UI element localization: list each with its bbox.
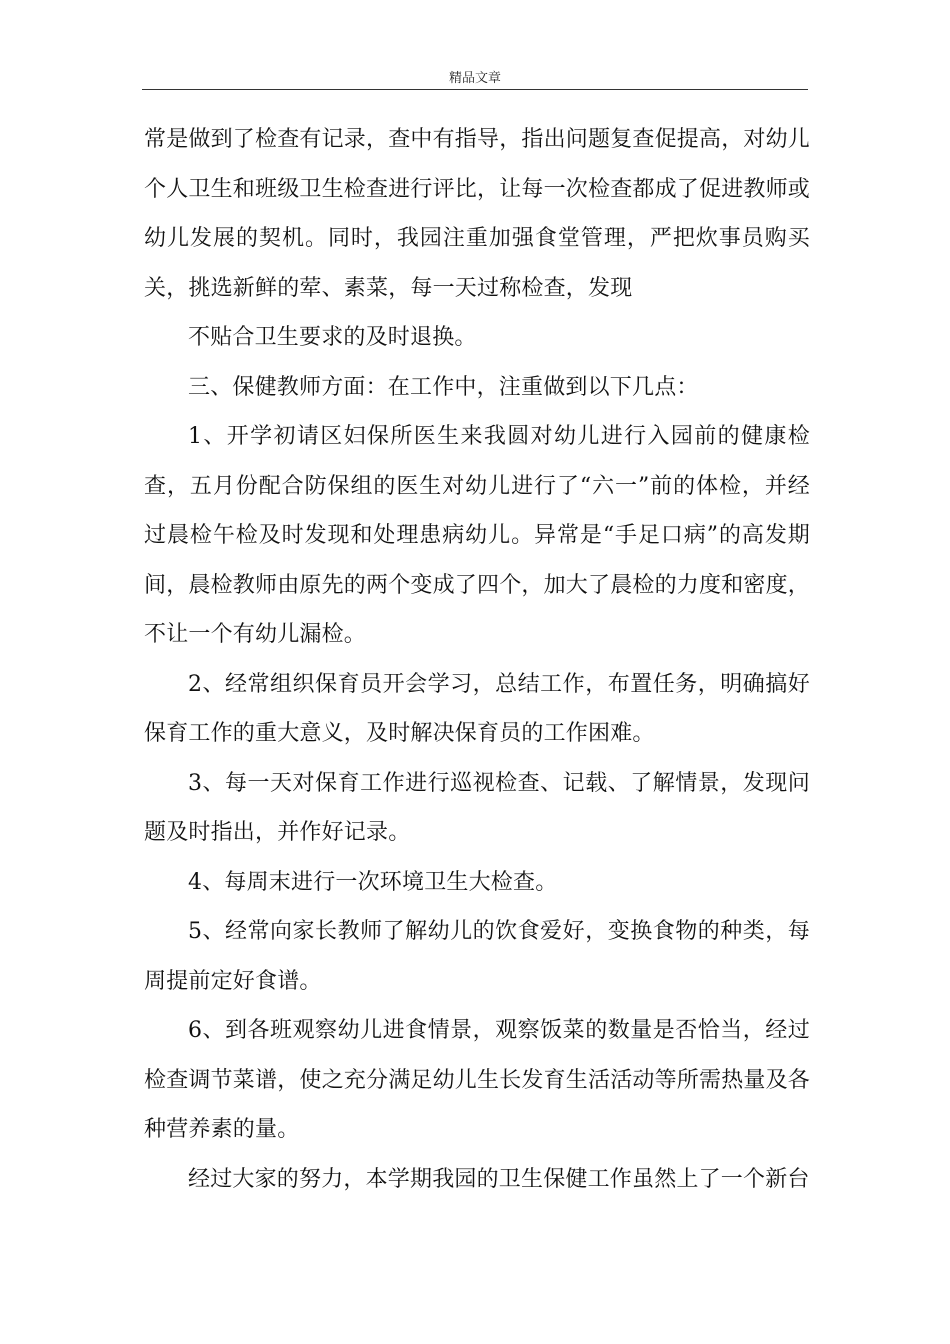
page-header: 精品文章 xyxy=(448,71,501,86)
list-item-4: 4、每周末进行一次环境卫生大检查。 xyxy=(188,869,558,895)
list-item-3: 3、每一天对保育工作进行巡视检查、记载、了解情景，发现问题及时指出，并作好记录。 xyxy=(144,770,810,845)
document-body xyxy=(144,115,810,1204)
header-divider xyxy=(142,89,808,90)
section-heading-health-teacher: 三、保健教师方面：在工作中，注重做到以下几点： xyxy=(188,374,699,400)
paragraph-conclusion: 经过大家的努力，本学期我园的卫生保健工作虽然上了一个新台 xyxy=(188,1166,810,1192)
list-item-6: 6、到各班观察幼儿进食情景，观察饭菜的数量是否恰当，经过检查调节菜谱，使之充分满足幼儿生长发育生活活动等所需热量及各种营养素的量。 xyxy=(144,1018,811,1142)
list-item-1: 1、开学初请区妇保所医生来我圆对幼儿进行入园前的健康检查，五月份配合防保组的医生对幼儿进行了“六一”前的体检，并经过晨检午检及时发现和处理患病幼儿。异常是“手足口病”的高发期间，晨检教师由原先的两个变成了四个，加大了晨检的力度和密度，不让一个有幼儿漏检。 xyxy=(144,424,811,647)
list-item-2: 2、经常组织保育员开会学习，总结工作，布置任务，明确搞好保育工作的重大意义，及时解决保育员的工作困难。 xyxy=(144,671,810,746)
paragraph-continuation: 常是做到了检查有记录，查中有指导，指出问题复查促提高，对幼儿个人卫生和班级卫生检查进行评比，让每一次检查都成了促进教师或幼儿发展的契机。同时，我园注重加强食堂管理，严把炊事员购买关，挑选新鲜的荤、素菜，每一天过称检查，发现 xyxy=(144,127,811,301)
paragraph-continuation-tail: 不贴合卫生要求的及时退换。 xyxy=(188,325,477,350)
list-item-5: 5、经常向家长教师了解幼儿的饮食爱好，变换食物的种类，每周提前定好食谱。 xyxy=(144,919,810,994)
